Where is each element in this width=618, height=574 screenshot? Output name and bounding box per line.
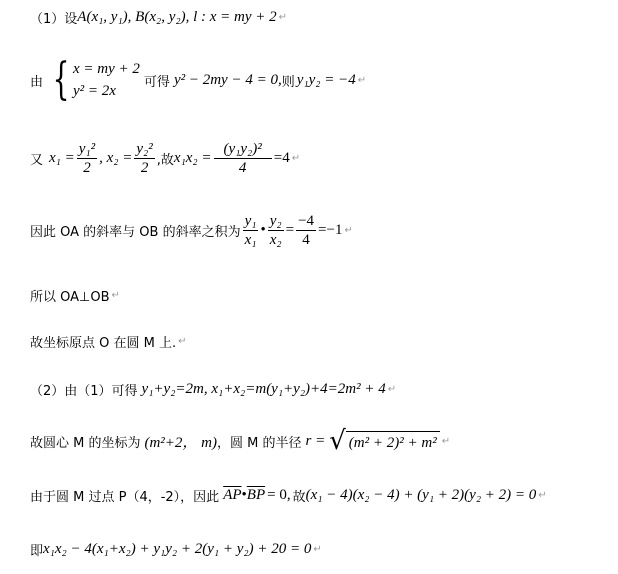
- equation-system: [47, 54, 140, 105]
- result-neg1: =−1: [318, 222, 343, 238]
- fraction-slope-b: $\frac{\text{y₂}}{\text{x₂}}$: [269, 213, 282, 248]
- expanded-math: x₁x₂ − 4(x₁+x₂) + y₁y₂ + 2(y₁ + y₂) + 20 = 0: [43, 541, 312, 557]
- return-mark: ↵: [344, 225, 353, 236]
- return-mark: ↵: [111, 290, 120, 301]
- sum-math: y₁+y₂=2m, x₁+x₂=m(y₁+y₂)+4=2m² + 4: [141, 381, 386, 397]
- return-mark: ↵: [278, 12, 288, 23]
- return-mark: ↵: [313, 544, 322, 555]
- x1-label: x₁ =: [49, 150, 75, 166]
- part1-label: （1）设: [30, 12, 78, 27]
- perpendicular-text: 所以 OA⊥OB: [30, 290, 110, 305]
- line-7: [30, 380, 396, 399]
- part2-label: （2）由（1）可得: [30, 384, 138, 399]
- line-2: [30, 54, 367, 105]
- text-you: 由: [30, 74, 44, 90]
- conclusion-text: 故坐标原点 O 在圆 M 上.: [30, 336, 177, 351]
- center-coord: (m²+2， m): [144, 434, 218, 451]
- radius-label: r =: [305, 432, 326, 449]
- fraction-slope-a: $\frac{\text{y₁}}{\text{x₁}}$: [244, 213, 257, 248]
- dot: •: [241, 487, 247, 503]
- sqrt-expression: √ (m² + 2)² + m²: [329, 428, 439, 454]
- return-mark: ↵: [357, 74, 367, 86]
- setup-math: A(x₁, y₁), B(x₂, y₂), l : x = my + 2: [77, 9, 277, 25]
- line-1: [30, 8, 287, 27]
- equals-zero: = 0,: [267, 487, 291, 503]
- line-5: [30, 286, 120, 305]
- text-you: 又: [30, 153, 44, 168]
- sqrt-icon: √: [329, 426, 346, 456]
- dot: •: [260, 222, 266, 238]
- line-6: [30, 332, 187, 351]
- return-mark: ↵: [441, 435, 451, 447]
- equals: =: [285, 222, 295, 238]
- text-gu: ,故: [156, 153, 174, 168]
- point-p-text: 由于圆 M 过点 P（4，-2），因此: [30, 490, 220, 505]
- x1x2-label: x₁x₂ =: [173, 150, 212, 166]
- fraction-x1: $\frac{\text{y₁²}}{2}$: [78, 141, 96, 176]
- fraction-neg4: $\frac{-4}{4}$: [298, 213, 315, 248]
- x2-label: , x₂ =: [99, 150, 133, 166]
- quadratic-eq: y² − 2my − 4 = 0,: [173, 71, 282, 88]
- return-mark: ↵: [538, 490, 547, 501]
- vector-bp: $\overline{BP}$: [246, 487, 266, 503]
- line-4: [30, 212, 353, 249]
- center-text: 故圆心 M 的坐标为: [30, 435, 141, 451]
- text-gu: 故: [292, 490, 306, 505]
- text-kede: 可得: [143, 74, 170, 90]
- fraction-x1x2: $\frac{\text{(y₁y₂)²}}{4}$: [214, 140, 272, 177]
- system-eq-1: x = my + 2: [73, 61, 140, 77]
- return-mark: ↵: [178, 336, 187, 347]
- line-3: [30, 140, 300, 177]
- result-4: =4: [273, 150, 290, 166]
- line-9: [30, 486, 547, 505]
- text-ji: 即: [30, 544, 44, 559]
- fraction-x2: $\frac{\text{y₂²}}{2}$: [136, 141, 153, 176]
- slope-product-text: 因此 OA 的斜率与 OB 的斜率之积为: [30, 225, 241, 240]
- radius-text: ，圆 M 的半径: [217, 435, 302, 451]
- brace-icon: {: [52, 54, 70, 105]
- line-8: [30, 428, 450, 454]
- product-eq: y₁y₂ = −4: [296, 71, 356, 88]
- vector-ap: $\overline{AP}$: [223, 487, 242, 503]
- text-ze: 则: [281, 74, 295, 90]
- return-mark: ↵: [291, 153, 301, 164]
- system-eq-2: y² = 2x: [73, 83, 116, 99]
- return-mark: ↵: [387, 384, 397, 395]
- line-10: [30, 540, 322, 559]
- dot-product-math: (x₁ − 4)(x₂ − 4) + (y₁ + 2)(y₂ + 2) = 0: [305, 487, 537, 503]
